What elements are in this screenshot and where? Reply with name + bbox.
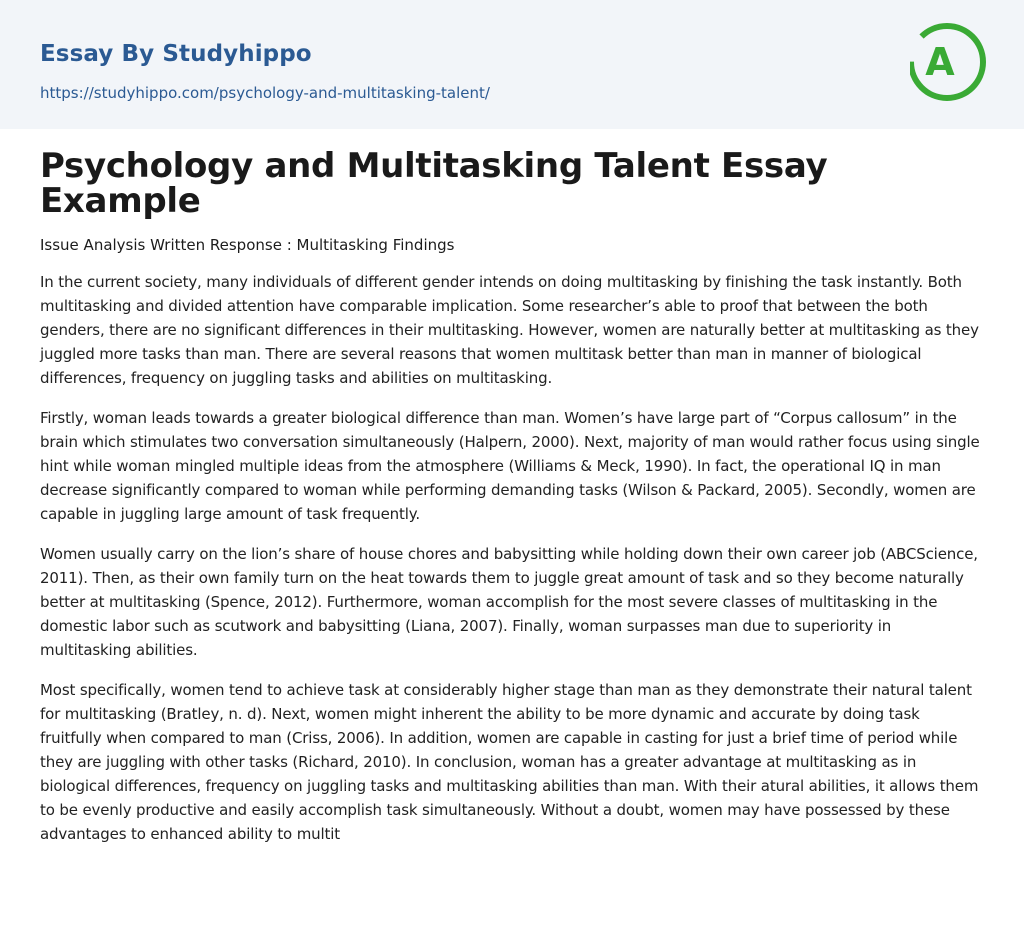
essay-content	[0, 129, 1024, 846]
essay-subtitle: Issue Analysis Written Response : Multitasking Findings	[40, 236, 455, 254]
logo-letter: A	[925, 40, 955, 84]
page-url-link[interactable]: https://studyhippo.com/psychology-and-multitasking-talent/	[40, 84, 490, 102]
essay-paragraph-1: In the current society, many individuals of different gender intends on doing multitasking by finishing the task instantly. Both multitasking and divided attention have comparable implication. Some researcher’s able to proof that between the both genders, there are no significant differences in their multitasking. However, women are naturally better at multitasking as they juggled more tasks than man. There are several reasons that women multitask better than man in manner of biological differences, frequency on juggling tasks and abilities on multitasking.	[40, 273, 979, 387]
essay-paragraph-3: Women usually carry on the lion’s share of house chores and babysitting while holding down their own career job (ABCScience, 2011). Then, as their own family turn on the heat towards them to juggle great amount of task and so they become naturally better at multitasking (Spence, 2012). Furthermore, woman accomplish for the most severe classes of multitasking in the domestic labor such as scutwork and babysitting (Liana, 2007). Finally, woman surpasses man due to superiority in multitasking abilities.	[40, 545, 978, 659]
essay-paragraph-2: Firstly, woman leads towards a greater biological difference than man. Women’s have large part of “Corpus callosum” in the brain which stimulates two conversation simultaneously (Halpern, 2000). Next, majority of man would rather focus using single hint while woman mingled multiple ideas from the atmosphere (Williams & Meck, 1990). In fact, the operational IQ in man decrease significantly compared to woman while performing demanding tasks (Wilson & Packard, 2005). Secondly, women are capable in juggling large amount of task frequently.	[40, 409, 980, 523]
site-header	[0, 0, 1024, 129]
page-title: Psychology and Multitasking Talent Essay Example	[40, 146, 828, 221]
brand-title[interactable]: Essay By Studyhippo	[40, 41, 312, 67]
studyhippo-logo-icon[interactable]	[910, 18, 988, 106]
essay-paragraph-4: Most specifically, women tend to achieve task at considerably higher stage than man as they demonstrate their natural talent for multitasking (Bratley, n. d). Next, women might inherent the ability to be more dynamic and accurate by doing task fruitfully when compared to man (Criss, 2006). In addition, women are capable in casting for just a brief time of period while they are juggling with other tasks (Richard, 2010). In conclusion, woman has a greater advantage at multitasking as in biological differences, frequency on juggling tasks and multitasking abilities than man. With their atural abilities, it allows them to be evenly productive and easily accomplish task simultaneously. Without a doubt, women may have possessed by these advantages to enhanced ability to multit	[40, 681, 979, 843]
